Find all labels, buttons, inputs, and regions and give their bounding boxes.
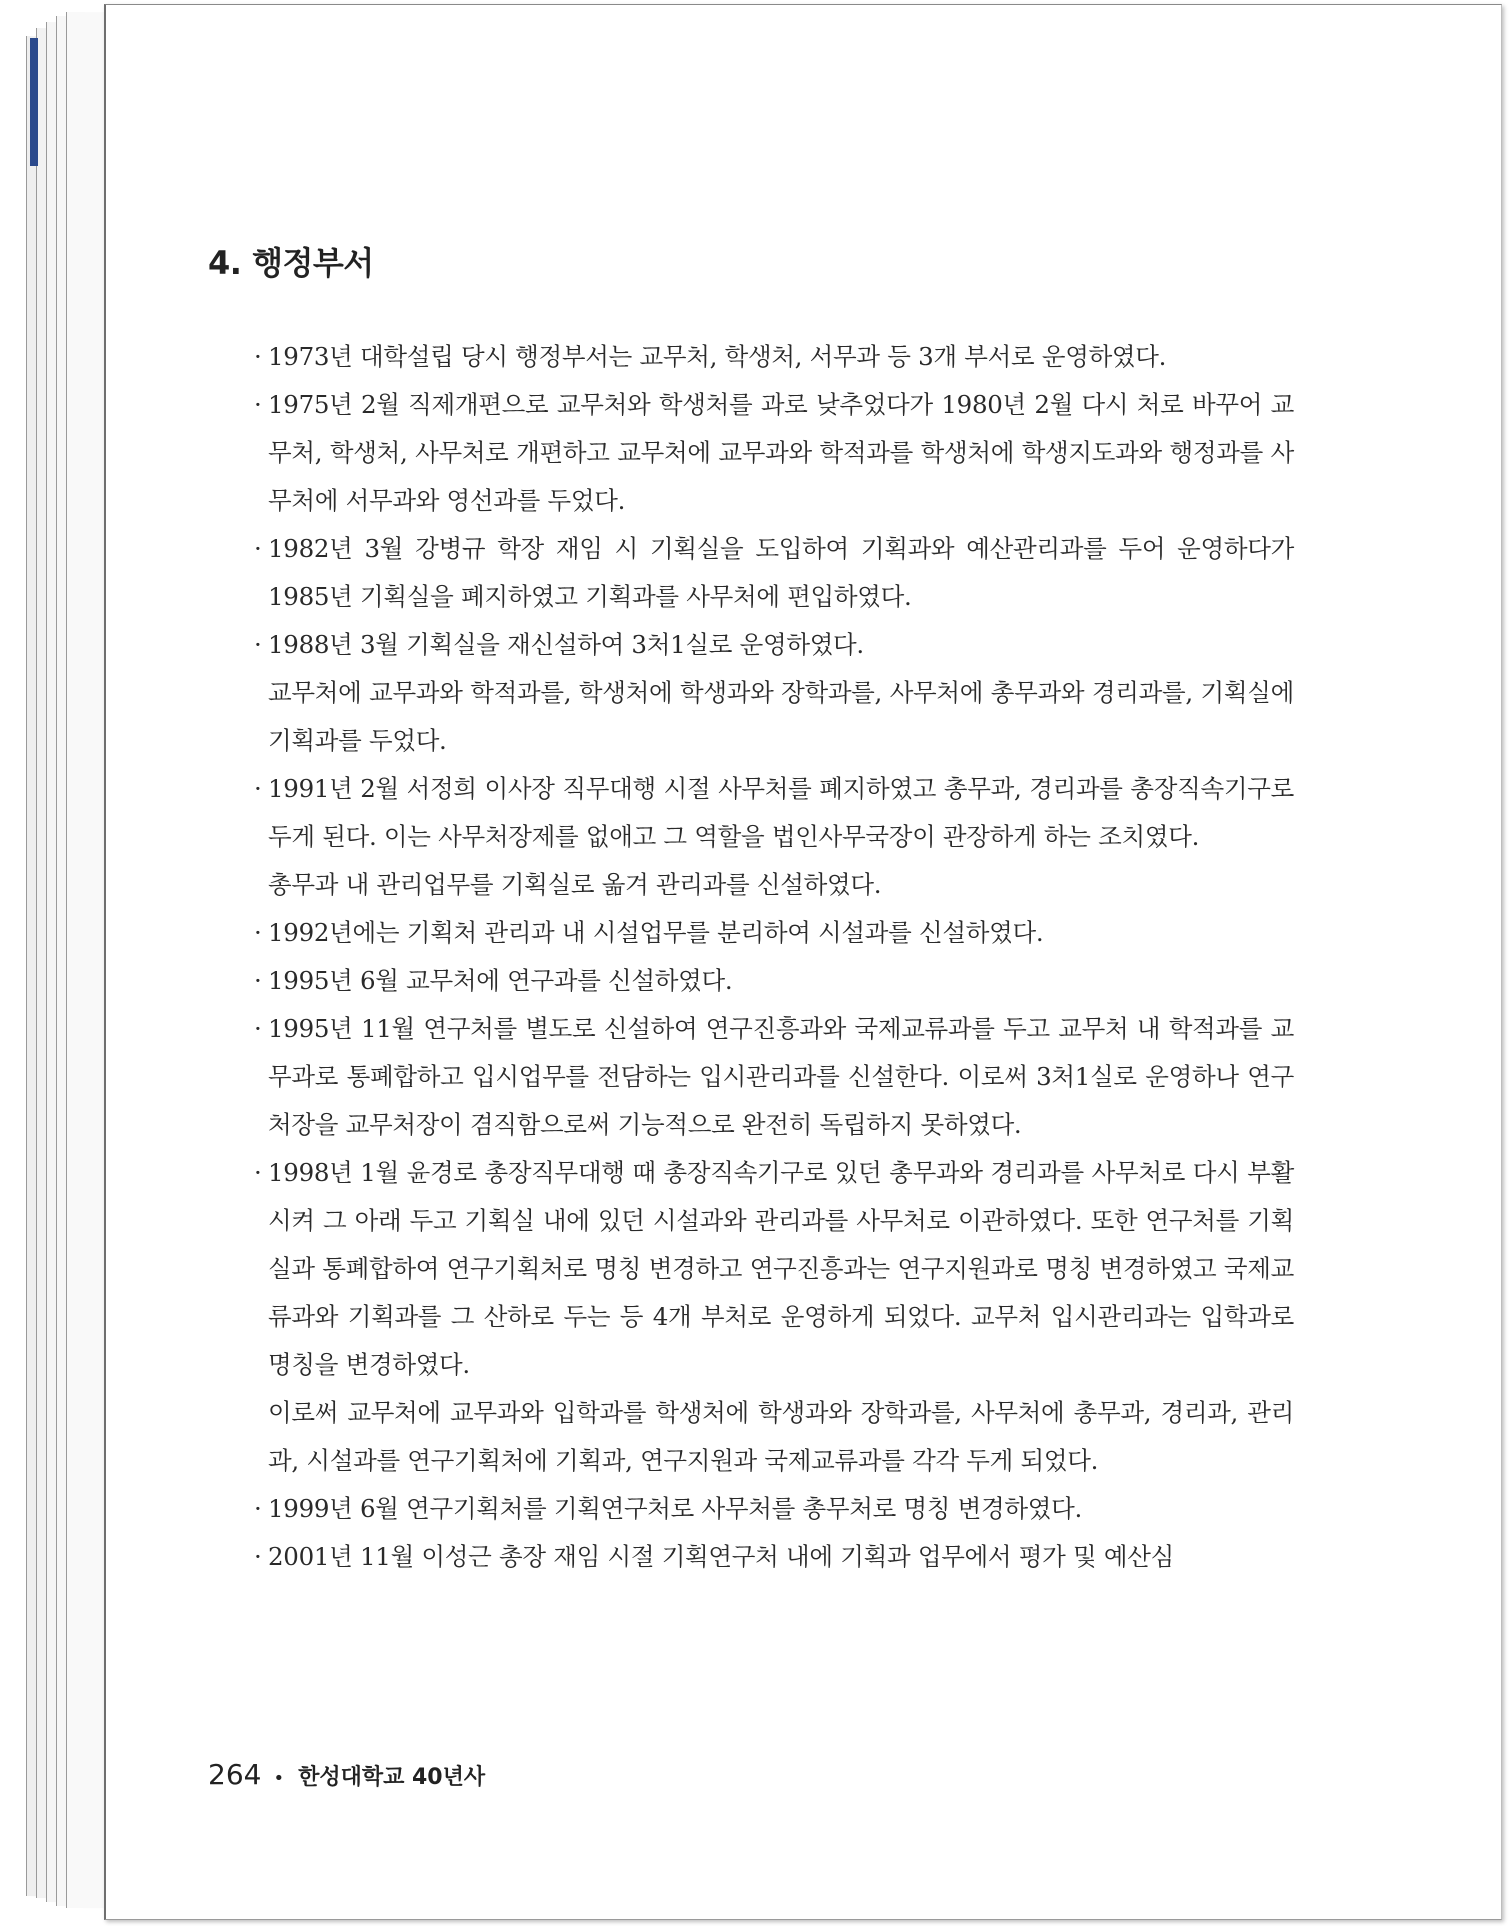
paragraph	[238, 1533, 1294, 1581]
paragraph-text: 1998년 1월 윤경로 총장직무대행 때 총장직속기구로 있던 총무과와 경리과를 사무처로 다시 부활시켜 그 아래 두고 기획실 내에 있던 시설과와 관리과를 사무처로 이관하였다. 또한 연구처를 기획실과 통폐합하여 연구기획처로 명칭 변경하고 연구진흥과는 연구지원과로 명칭 변경하였고 국제교류과와 기획과를 그 산하로 두는 등 4개 부처로 운영하게 되었다. 교무처 입시관리과는 입학과로 명칭을 변경하였다.	[268, 1158, 1294, 1379]
bullet-marker: ·	[254, 966, 262, 995]
paragraph	[238, 1485, 1294, 1533]
paragraph-text: 1999년 6월 연구기획처를 기획연구처로 사무처를 총무처로 명칭 변경하였다.	[268, 1494, 1082, 1523]
bullet-marker: ·	[254, 342, 262, 371]
bullet-marker: ·	[254, 1494, 262, 1523]
page-stack-edge	[26, 8, 116, 1914]
bullet-marker: ·	[254, 774, 262, 803]
bullet-marker: ·	[254, 1542, 262, 1571]
paragraph-text: 교무처에 교무과와 학적과를, 학생처에 학생과와 장학과를, 사무처에 총무과와 경리과를, 기획실에 기획과를 두었다.	[268, 678, 1294, 755]
page-footer	[208, 1758, 485, 1791]
paragraph	[238, 957, 1294, 1005]
paragraph	[238, 669, 1294, 765]
paragraph-text: 1973년 대학설립 당시 행정부서는 교무처, 학생처, 서무과 등 3개 부서로 운영하였다.	[268, 342, 1167, 371]
bullet-marker: ·	[254, 1158, 262, 1187]
paragraph-text: 1991년 2월 서정희 이사장 직무대행 시절 사무처를 폐지하였고 총무과, 경리과를 총장직속기구로 두게 된다. 이는 사무처장제를 없애고 그 역할을 법인사무국장이 관장하게 하는 조치였다.	[268, 774, 1294, 851]
paragraph-text: 1995년 11월 연구처를 별도로 신설하여 연구진흥과와 국제교류과를 두고 교무처 내 학적과를 교무과로 통폐합하고 입시업무를 전담하는 입시관리과를 신설한다. 이로써 3처1실로 운영하나 연구처장을 교무처장이 겸직함으로써 기능적으로 완전히 독립하지 못하였다.	[268, 1014, 1294, 1139]
bullet-marker: ·	[254, 534, 262, 563]
paragraph-text: 1975년 2월 직제개편으로 교무처와 학생처를 과로 낮추었다가 1980년 2월 다시 처로 바꾸어 교무처, 학생처, 사무처로 개편하고 교무처에 교무과와 학적과를 학생처에 학생지도과와 행정과를 사무처에 서무과와 영선과를 두었다.	[268, 390, 1294, 515]
paragraph	[238, 621, 1294, 669]
section-title: 4. 행정부서	[208, 244, 374, 282]
paragraph-text: 1988년 3월 기획실을 재신설하여 3처1실로 운영하였다.	[268, 630, 864, 659]
paragraph	[238, 525, 1294, 621]
bullet-marker: ·	[254, 1014, 262, 1043]
paragraph-text: 1982년 3월 강병규 학장 재임 시 기획실을 도입하여 기획과와 예산관리과를 두어 운영하다가 1985년 기획실을 폐지하였고 기획과를 사무처에 편입하였다.	[268, 534, 1294, 611]
paragraph	[238, 909, 1294, 957]
paragraph	[238, 861, 1294, 909]
paragraph-text: 1995년 6월 교무처에 연구과를 신설하였다.	[268, 966, 733, 995]
footer-separator: •	[273, 1768, 285, 1789]
paragraph-text: 이로써 교무처에 교무과와 입학과를 학생처에 학생과와 장학과를, 사무처에 총무과, 경리과, 관리과, 시설과를 연구기획처에 기획과, 연구지원과 국제교류과를 각각 두게 되었다.	[268, 1398, 1294, 1475]
bullet-marker: ·	[254, 630, 262, 659]
page-number: 264	[208, 1758, 262, 1791]
bullet-marker: ·	[254, 918, 262, 947]
bullet-marker: ·	[254, 390, 262, 419]
paragraph	[238, 333, 1294, 381]
paragraph	[238, 1005, 1294, 1149]
body-text	[238, 333, 1294, 1581]
book-title: 한성대학교 40년사	[298, 1765, 486, 1790]
paragraph	[238, 1389, 1294, 1485]
paragraph	[238, 381, 1294, 525]
paragraph	[238, 1149, 1294, 1389]
blue-chapter-tab	[30, 38, 38, 166]
paragraph-text: 총무과 내 관리업무를 기획실로 옮겨 관리과를 신설하였다.	[268, 870, 882, 899]
paragraph-text: 2001년 11월 이성근 총장 재임 시절 기획연구처 내에 기획과 업무에서 평가 및 예산심	[268, 1542, 1174, 1571]
paragraph	[238, 765, 1294, 861]
paragraph-text: 1992년에는 기획처 관리과 내 시설업무를 분리하여 시설과를 신설하였다.	[268, 918, 1044, 947]
